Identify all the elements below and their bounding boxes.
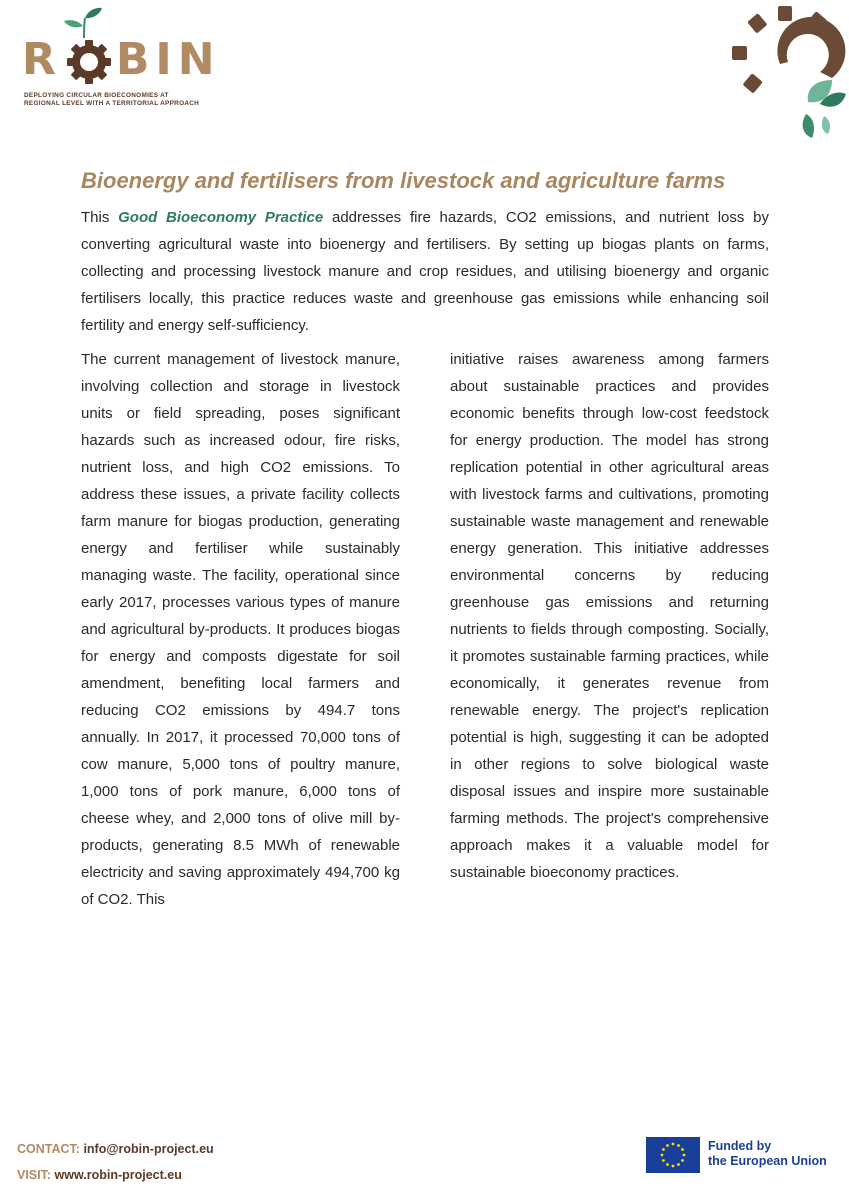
page-title: Bioenergy and fertilisers from livestock and agriculture farms [81, 168, 726, 193]
eu-star [681, 1159, 684, 1162]
eu-star [672, 1165, 675, 1168]
article-header [81, 164, 769, 339]
eu-star [666, 1144, 669, 1147]
logo-letters-bin: BIN [115, 34, 221, 85]
contact-line [17, 1136, 214, 1162]
decorative-gear-icon [728, 4, 848, 140]
eu-funding-text [708, 1139, 827, 1169]
visit-line [17, 1162, 214, 1188]
eu-star [677, 1144, 680, 1147]
eu-star [677, 1163, 680, 1166]
eu-star [672, 1143, 675, 1146]
body-column-right: initiative raises awareness among farmers about sustainable practices and provides economic benefits through low-cost feedstock for energy production. The model has strong replication potential in other agricultural areas with livestock farms and cultivations, promoting sustainable waste management and renewable energy generation. This initiative addresses environmental concerns by reducing greenhouse gas emissions and returning nutrients to fields through composting. Socially, it promotes sustainable farming practices, while economically, it generates revenue from renewable energy. The project's replication potential is high, suggesting it can be adopted in other regions to solve biological waste disposal issues and inspire more sustainable farming methods. The project's comprehensive approach makes it a valuable model for sustainable bioeconomy practices. [450, 351, 769, 881]
eu-flag-icon [646, 1137, 700, 1173]
footer-contact [17, 1136, 214, 1188]
tagline-line-1: DEPLOYING CIRCULAR BIOECONOMIES AT [24, 92, 169, 99]
robin-logo [22, 4, 232, 112]
contact-label: CONTACT: [17, 1142, 80, 1156]
eu-star [666, 1163, 669, 1166]
website-link[interactable]: www.robin-project.eu [54, 1168, 182, 1182]
tagline-line-2: REGIONAL LEVEL WITH A TERRITORIAL APPROACH [24, 100, 200, 107]
good-practice-highlight: Good Bioeconomy Practice [118, 209, 324, 226]
visit-label: VISIT: [17, 1168, 52, 1182]
eu-star [683, 1154, 686, 1157]
eu-funding-badge [646, 1137, 836, 1175]
body-column-left: The current management of livestock manure, involving collection and storage in livestock units or field spreading, poses significant hazards such as increased odour, fire risks, nutrient loss, and high CO2 emissions. To address these issues, a private facility collects farm manure for biogas production, generating energy and fertiliser while sustainably managing waste. The facility, operational since early 2017, processes various types of manure and agricultural by-products. It produces biogas for energy and composts digestate for soil amendment, benefiting local farmers and reducing CO2 emissions by 494.7 tons annually. In 2017, it processed 70,000 tons of cow manure, 5,000 tons of poultry manure, 1,000 tons of pork manure, 6,000 tons of cheese whey, and 2,000 tons of olive mill by-products, generating 8.5 MWh of renewable electricity and saving approximately 494,700 kg of CO2. This [81, 351, 400, 908]
intro-body: addresses fire hazards, CO2 emissions, and nutrient loss by converting agricultural waste into bioenergy and fertilisers. By setting up biogas plants on farms, collecting and processing livestock manure and crop residues, and utilising bioenergy and organic fertilisers locally, this practice reduces waste and greenhouse gas emissions while enhancing soil fertility and energy self-sufficiency. [81, 209, 769, 334]
contact-email-link[interactable]: info@robin-project.eu [83, 1142, 214, 1156]
eu-star [662, 1148, 665, 1151]
eu-star [662, 1159, 665, 1162]
logo-letter-r: R [22, 34, 62, 85]
logo-tagline [24, 92, 199, 108]
eu-line-2: the European Union [708, 1154, 827, 1168]
eu-star [661, 1154, 664, 1157]
intro-prefix: This [81, 209, 119, 226]
gear-icon [66, 39, 112, 85]
intro-paragraph [81, 204, 769, 339]
eu-line-1: Funded by [708, 1139, 772, 1153]
eu-star [681, 1148, 684, 1151]
